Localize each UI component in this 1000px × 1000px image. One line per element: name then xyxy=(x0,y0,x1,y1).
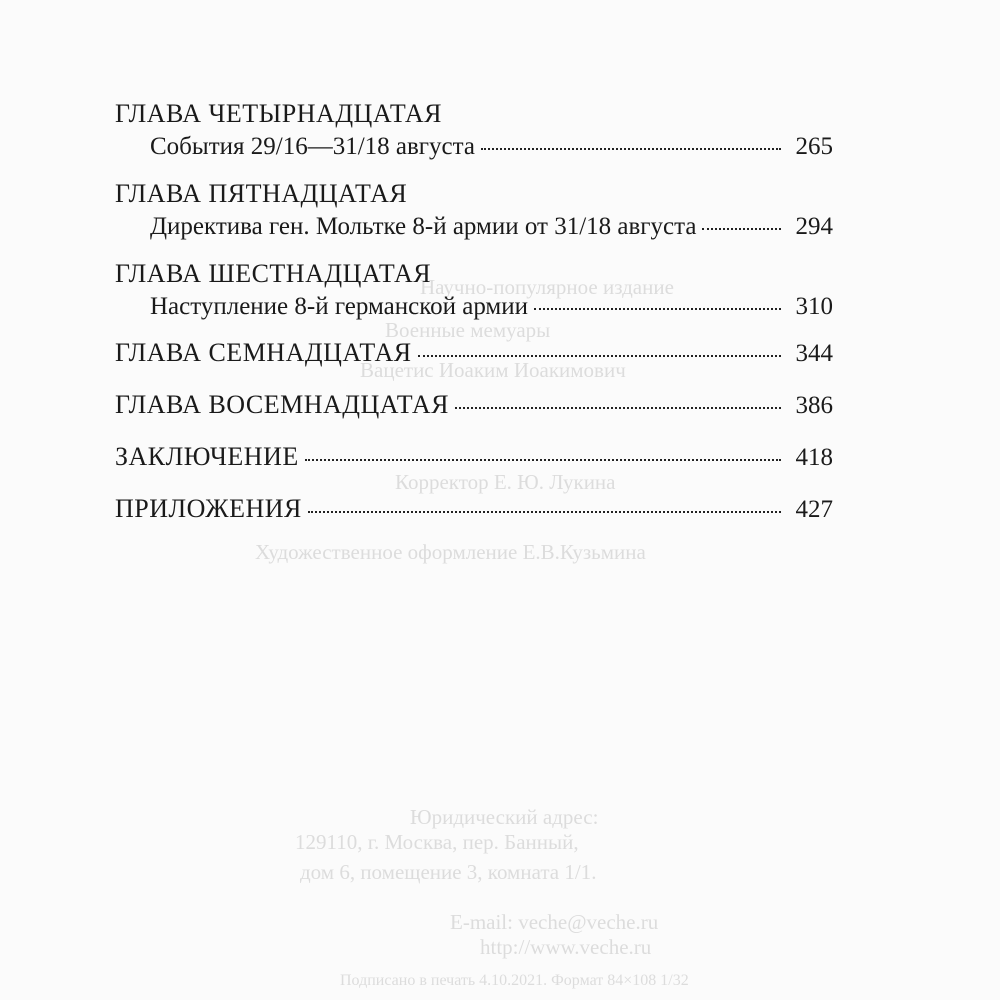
toc-line xyxy=(115,290,833,324)
toc-entry xyxy=(115,178,833,258)
chapter-title: Директива ген. Мольтке 8-й армии от 31/18 августа xyxy=(150,213,697,240)
toc-entry xyxy=(115,440,833,492)
page-number: 310 xyxy=(795,293,833,320)
dot-leader xyxy=(305,459,781,461)
chapter-title: ПРИЛОЖЕНИЯ xyxy=(115,494,302,523)
chapter-title: События 29/16—31/18 августа xyxy=(150,133,475,160)
page-number: 427 xyxy=(795,496,833,523)
chapter-title: Наступление 8-й германской армии xyxy=(150,293,529,320)
chapter-title: ГЛАВА СЕМНАДЦАТАЯ xyxy=(115,338,412,367)
page-number: 294 xyxy=(795,213,833,240)
toc-entry xyxy=(115,388,833,440)
table-of-contents xyxy=(115,98,833,544)
toc-line xyxy=(115,336,833,371)
toc-line xyxy=(115,388,833,423)
toc-line xyxy=(115,492,833,527)
toc-entry xyxy=(115,336,833,388)
ghost-line: Художественное оформление Е.В.Кузьмина xyxy=(255,540,646,564)
ghost-line: Научно-популярное издание xyxy=(420,275,674,299)
dot-leader xyxy=(534,308,781,310)
ghost-line: Вацетис Иоаким Иоакимович xyxy=(360,358,626,382)
dot-leader xyxy=(418,355,781,357)
ghost-line: Корректор Е. Ю. Лукина xyxy=(395,470,616,494)
dot-leader xyxy=(702,228,781,230)
chapter-heading: ГЛАВА ПЯТНАДЦАТАЯ xyxy=(115,179,408,208)
ghost-line: дом 6, помещение 3, комната 1/1. xyxy=(300,860,597,884)
ghost-line: Военные мемуары xyxy=(385,318,551,342)
ghost-line: http://www.veche.ru xyxy=(480,935,652,959)
toc-line xyxy=(115,440,833,475)
ghost-line: Подписано в печать 4.10.2021. Формат 84×108 1/32 xyxy=(340,972,689,989)
page-number: 344 xyxy=(795,340,833,367)
toc-entry xyxy=(115,98,833,178)
dot-leader xyxy=(455,407,781,409)
chapter-heading: ГЛАВА ШЕСТНАДЦАТАЯ xyxy=(115,259,432,288)
toc-line xyxy=(115,130,833,164)
page-number: 265 xyxy=(795,133,833,160)
dot-leader xyxy=(308,511,781,513)
ghost-line: 129110, г. Москва, пер. Банный, xyxy=(295,830,579,854)
page-number: 418 xyxy=(795,444,833,471)
ghost-line: E-mail: veche@veche.ru xyxy=(450,910,659,934)
chapter-title: ГЛАВА ВОСЕМНАДЦАТАЯ xyxy=(115,390,450,419)
toc-line xyxy=(115,210,833,244)
ghost-line: Юридический адрес: xyxy=(410,805,599,829)
chapter-heading: ГЛАВА ЧЕТЫРНАДЦАТАЯ xyxy=(115,99,443,128)
chapter-title: ЗАКЛЮЧЕНИЕ xyxy=(115,442,299,471)
page-number: 386 xyxy=(795,392,833,419)
toc-entry xyxy=(115,492,833,544)
dot-leader xyxy=(481,148,781,150)
toc-entry xyxy=(115,258,833,336)
